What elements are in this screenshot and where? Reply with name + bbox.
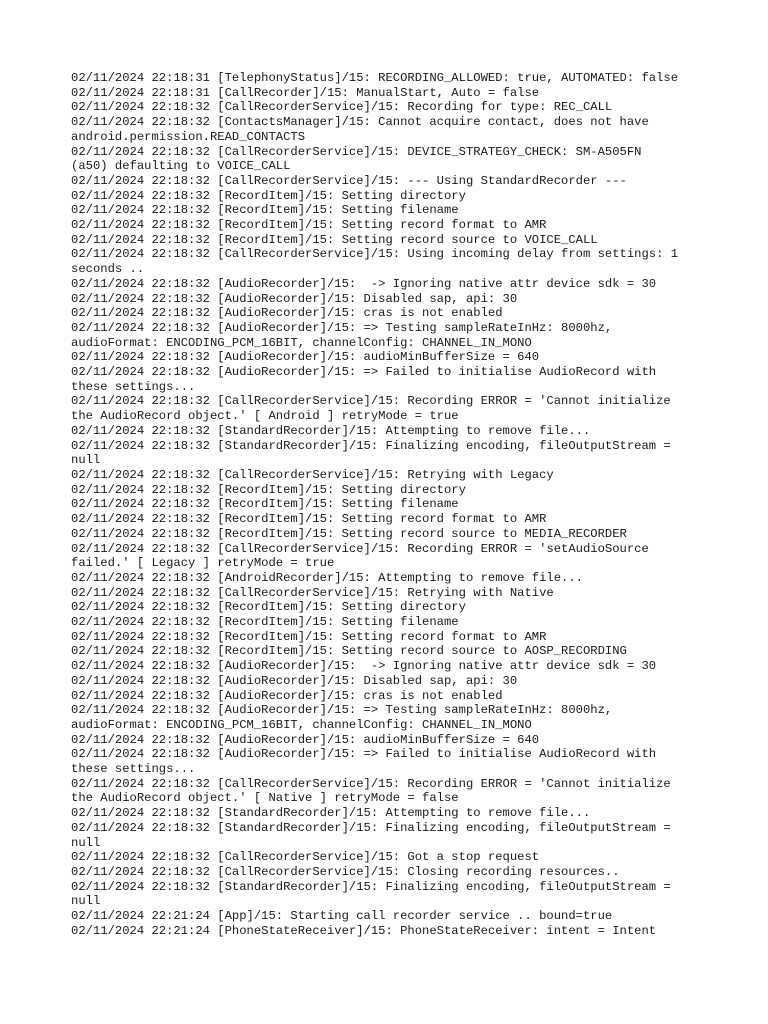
log-line: seconds .. bbox=[71, 262, 145, 277]
log-line: failed.' [ Legacy ] retryMode = true bbox=[71, 556, 335, 571]
log-line: 02/11/2024 22:18:32 [AudioRecorder]/15: -> Ignoring native attr device sdk = 30 bbox=[71, 276, 657, 291]
log-line: 02/11/2024 22:18:32 [AudioRecorder]/15: -> Ignoring native attr device sdk = 30 bbox=[71, 659, 657, 674]
log-line: 02/11/2024 22:18:31 [CallRecorder]/15: ManualStart, Auto = false bbox=[71, 85, 540, 100]
log-line: 02/11/2024 22:18:32 [RecordItem]/15: Setting directory bbox=[71, 482, 466, 497]
log-line: (a50) defaulting to VOICE_CALL bbox=[71, 159, 291, 174]
log-line: 02/11/2024 22:18:32 [CallRecorderService]/15: Recording ERROR = 'Cannot initialize bbox=[71, 776, 671, 791]
log-line: 02/11/2024 22:18:32 [RecordItem]/15: Setting record source to VOICE_CALL bbox=[71, 232, 598, 247]
log-line: audioFormat: ENCODING_PCM_16BIT, channelConfig: CHANNEL_IN_MONO bbox=[71, 335, 532, 350]
log-line: 02/11/2024 22:21:24 [PhoneStateReceiver]/15: PhoneStateReceiver: intent = Intent bbox=[71, 923, 657, 938]
log-line: 02/11/2024 22:18:32 [StandardRecorder]/15: Attempting to remove file... bbox=[71, 806, 591, 821]
log-line: null bbox=[71, 453, 101, 468]
log-line: 02/11/2024 22:18:32 [AudioRecorder]/15: audioMinBufferSize = 640 bbox=[71, 350, 540, 365]
log-line: 02/11/2024 22:18:32 [CallRecorderService]/15: Retrying with Legacy bbox=[71, 467, 554, 482]
log-line: 02/11/2024 22:18:32 [CallRecorderService]/15: DEVICE_STRATEGY_CHECK: SM-A505FN bbox=[71, 144, 642, 159]
log-line: 02/11/2024 22:18:32 [RecordItem]/15: Setting record format to AMR bbox=[71, 218, 547, 233]
log-line: 02/11/2024 22:18:32 [CallRecorderService]/15: Got a stop request bbox=[71, 850, 540, 865]
log-line: 02/11/2024 22:18:32 [CallRecorderService]/15: --- Using StandardRecorder --- bbox=[71, 173, 627, 188]
log-line: 02/11/2024 22:18:32 [AudioRecorder]/15: Disabled sap, api: 30 bbox=[71, 291, 518, 306]
log-line: 02/11/2024 22:18:32 [StandardRecorder]/15: Attempting to remove file... bbox=[71, 423, 591, 438]
log-line: the AudioRecord object.' [ Native ] retryMode = false bbox=[71, 791, 459, 806]
log-line: 02/11/2024 22:18:32 [AudioRecorder]/15: => Testing sampleRateInHz: 8000hz, bbox=[71, 703, 613, 718]
log-line: 02/11/2024 22:18:32 [CallRecorderService]/15: Recording for type: REC_CALL bbox=[71, 100, 613, 115]
log-line: audioFormat: ENCODING_PCM_16BIT, channelConfig: CHANNEL_IN_MONO bbox=[71, 717, 532, 732]
log-line: 02/11/2024 22:18:32 [RecordItem]/15: Setting filename bbox=[71, 203, 459, 218]
log-line: 02/11/2024 22:18:32 [RecordItem]/15: Setting record source to AOSP_RECORDING bbox=[71, 644, 627, 659]
log-line: 02/11/2024 22:18:32 [AudioRecorder]/15: cras is not enabled bbox=[71, 306, 503, 321]
log-line: 02/11/2024 22:18:32 [RecordItem]/15: Setting record format to AMR bbox=[71, 629, 547, 644]
log-line: 02/11/2024 22:18:32 [AudioRecorder]/15: audioMinBufferSize = 640 bbox=[71, 732, 540, 747]
log-line: these settings... bbox=[71, 762, 196, 777]
log-line: 02/11/2024 22:18:31 [TelephonyStatus]/15: RECORDING_ALLOWED: true, AUTOMATED: false bbox=[71, 71, 679, 85]
log-line: android.permission.READ_CONTACTS bbox=[71, 129, 306, 144]
log-line: 02/11/2024 22:18:32 [StandardRecorder]/15: Finalizing encoding, fileOutputStream = bbox=[71, 438, 671, 453]
log-line: 02/11/2024 22:18:32 [AudioRecorder]/15: => Testing sampleRateInHz: 8000hz, bbox=[71, 320, 613, 335]
log-line: 02/11/2024 22:18:32 [AndroidRecorder]/15: Attempting to remove file... bbox=[71, 570, 583, 585]
log-document bbox=[71, 71, 711, 938]
log-line: the AudioRecord object.' [ Android ] retryMode = true bbox=[71, 409, 459, 424]
log-line: null bbox=[71, 894, 101, 909]
log-line: 02/11/2024 22:18:32 [StandardRecorder]/15: Finalizing encoding, fileOutputStream = bbox=[71, 820, 671, 835]
log-line: 02/11/2024 22:18:32 [ContactsManager]/15: Cannot acquire contact, does not have bbox=[71, 115, 649, 130]
log-line: 02/11/2024 22:18:32 [CallRecorderService]/15: Recording ERROR = 'setAudioSource bbox=[71, 541, 649, 556]
log-line: 02/11/2024 22:18:32 [CallRecorderService]/15: Closing recording resources.. bbox=[71, 864, 620, 879]
log-line: 02/11/2024 22:18:32 [CallRecorderService]/15: Retrying with Native bbox=[71, 585, 554, 600]
log-line: 02/11/2024 22:18:32 [AudioRecorder]/15: => Failed to initialise AudioRecord with bbox=[71, 365, 657, 380]
log-line: 02/11/2024 22:18:32 [AudioRecorder]/15: Disabled sap, api: 30 bbox=[71, 673, 518, 688]
log-line: 02/11/2024 22:18:32 [AudioRecorder]/15: => Failed to initialise AudioRecord with bbox=[71, 747, 657, 762]
log-line: null bbox=[71, 835, 101, 850]
log-line: 02/11/2024 22:18:32 [CallRecorderService]/15: Using incoming delay from settings: 1 bbox=[71, 247, 679, 262]
log-line: 02/11/2024 22:18:32 [CallRecorderService]/15: Recording ERROR = 'Cannot initialize bbox=[71, 394, 671, 409]
log-line: 02/11/2024 22:18:32 [RecordItem]/15: Setting record source to MEDIA_RECORDER bbox=[71, 526, 627, 541]
log-line: 02/11/2024 22:18:32 [AudioRecorder]/15: cras is not enabled bbox=[71, 688, 503, 703]
log-line: 02/11/2024 22:21:24 [App]/15: Starting call recorder service .. bound=true bbox=[71, 909, 613, 924]
log-line: 02/11/2024 22:18:32 [StandardRecorder]/15: Finalizing encoding, fileOutputStream = bbox=[71, 879, 671, 894]
log-line: 02/11/2024 22:18:32 [RecordItem]/15: Setting directory bbox=[71, 600, 466, 615]
log-line: 02/11/2024 22:18:32 [RecordItem]/15: Setting record format to AMR bbox=[71, 512, 547, 527]
log-line: 02/11/2024 22:18:32 [RecordItem]/15: Setting filename bbox=[71, 615, 459, 630]
log-line: these settings... bbox=[71, 379, 196, 394]
log-line: 02/11/2024 22:18:32 [RecordItem]/15: Setting directory bbox=[71, 188, 466, 203]
log-line: 02/11/2024 22:18:32 [RecordItem]/15: Setting filename bbox=[71, 497, 459, 512]
